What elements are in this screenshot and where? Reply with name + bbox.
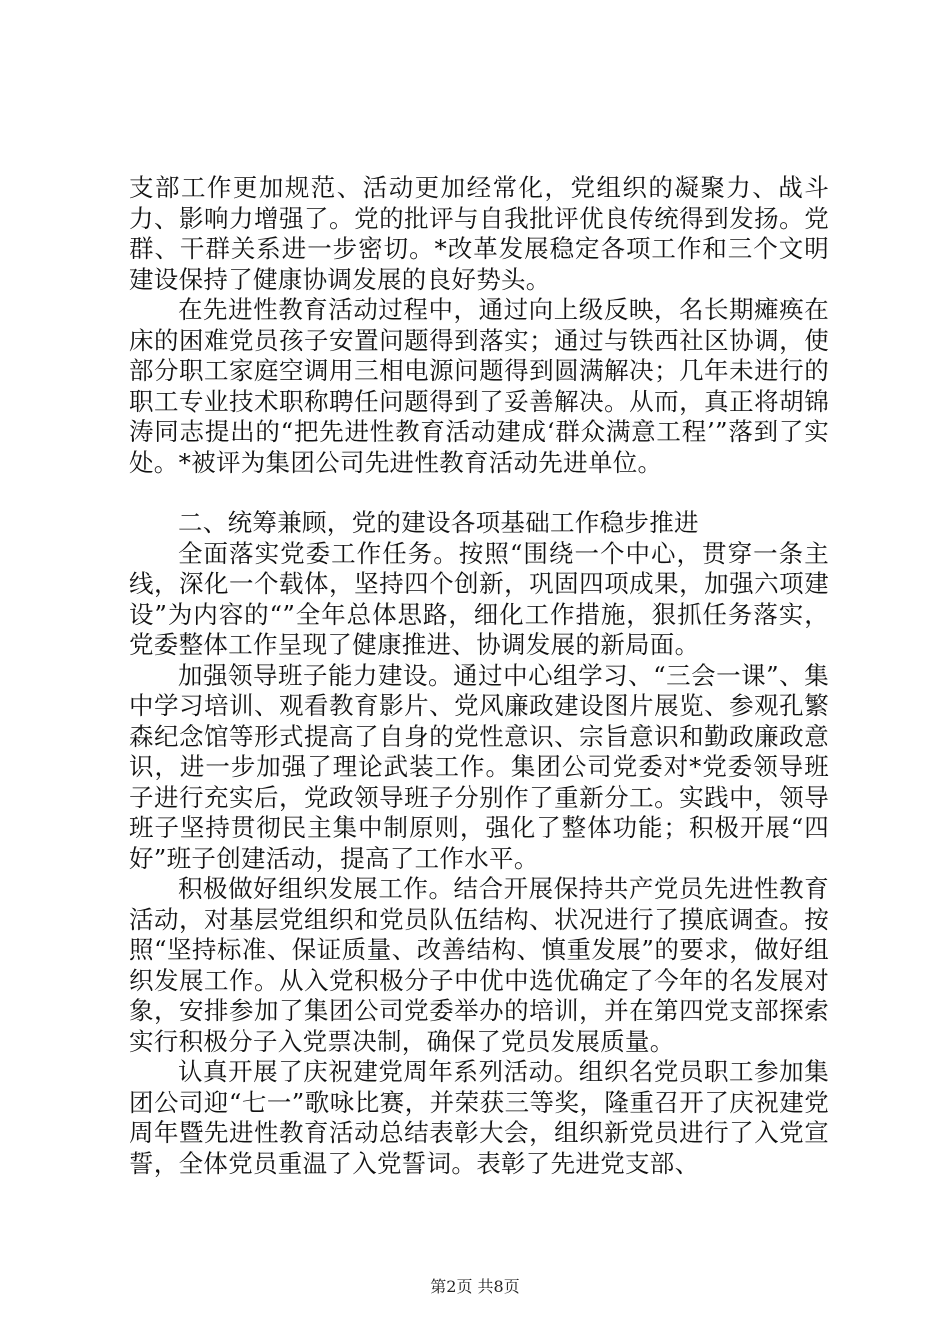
- paragraph-3: 全面落实党委工作任务。按照“围绕一个中心，贯穿一条主线，深化一个载体，坚持四个创新，巩固四项成果，加强六项建设”为内容的“”全年总体思路，细化工作措施，狠抓任务落实，党委整体工作呈现了健康推进、协调发展的新局面。: [129, 538, 829, 659]
- paragraph-5: 积极做好组织发展工作。结合开展保持共产党员先进性教育活动，对基层党组织和党员队伍结构、状况进行了摸底调查。按照“坚持标准、保证质量、改善结构、慎重发展”的要求，做好组织发展工作。从入党积极分子中优中选优确定了今年的名发展对象，安排参加了集团公司党委举办的培训，并在第四党支部探索实行积极分子入党票决制，确保了党员发展质量。: [129, 874, 829, 1056]
- paragraph-spacer: [129, 478, 829, 508]
- paragraph-2: 在先进性教育活动过程中，通过向上级反映，名长期瘫痪在床的困难党员孩子安置问题得到落实；通过与铁西社区协调，使部分职工家庭空调用三相电源问题得到圆满解决；几年未进行的职工专业技术职称聘任问题得到了妥善解决。从而，真正将胡锦涛同志提出的“把先进性教育活动建成‘群众满意工程’”落到了实处。*被评为集团公司先进性教育活动先进单位。: [129, 295, 829, 477]
- page-footer: 第2页 共8页: [430, 1277, 520, 1296]
- paragraph-6: 认真开展了庆祝建党周年系列活动。组织名党员职工参加集团公司迎“七一”歌咏比赛，并荣获三等奖，隆重召开了庆祝建党周年暨先进性教育活动总结表彰大会，组织新党员进行了入党宣誓，全体党员重温了入党誓词。表彰了先进党支部、: [129, 1057, 829, 1178]
- document-body: [129, 173, 829, 1179]
- paragraph-4: 加强领导班子能力建设。通过中心组学习、“三会一课”、集中学习培训、观看教育影片、党风廉政建设图片展览、参观孔繁森纪念馆等形式提高了自身的党性意识、宗旨意识和勤政廉政意识，进一步加强了理论武装工作。集团公司党委对*党委领导班子进行充实后，党政领导班子分别作了重新分工。实践中，领导班子坚持贯彻民主集中制原则，强化了整体功能；积极开展“四好”班子创建活动，提高了工作水平。: [129, 660, 830, 873]
- paragraph-1: 支部工作更加规范、活动更加经常化，党组织的凝聚力、战斗力、影响力增强了。党的批评与自我批评优良传统得到发扬。党群、干群关系进一步密切。*改革发展稳定各项工作和三个文明建设保持了健康协调发展的良好势头。: [129, 173, 829, 294]
- section-heading: 二、统筹兼顾，党的建设各项基础工作稳步推进: [178, 508, 699, 537]
